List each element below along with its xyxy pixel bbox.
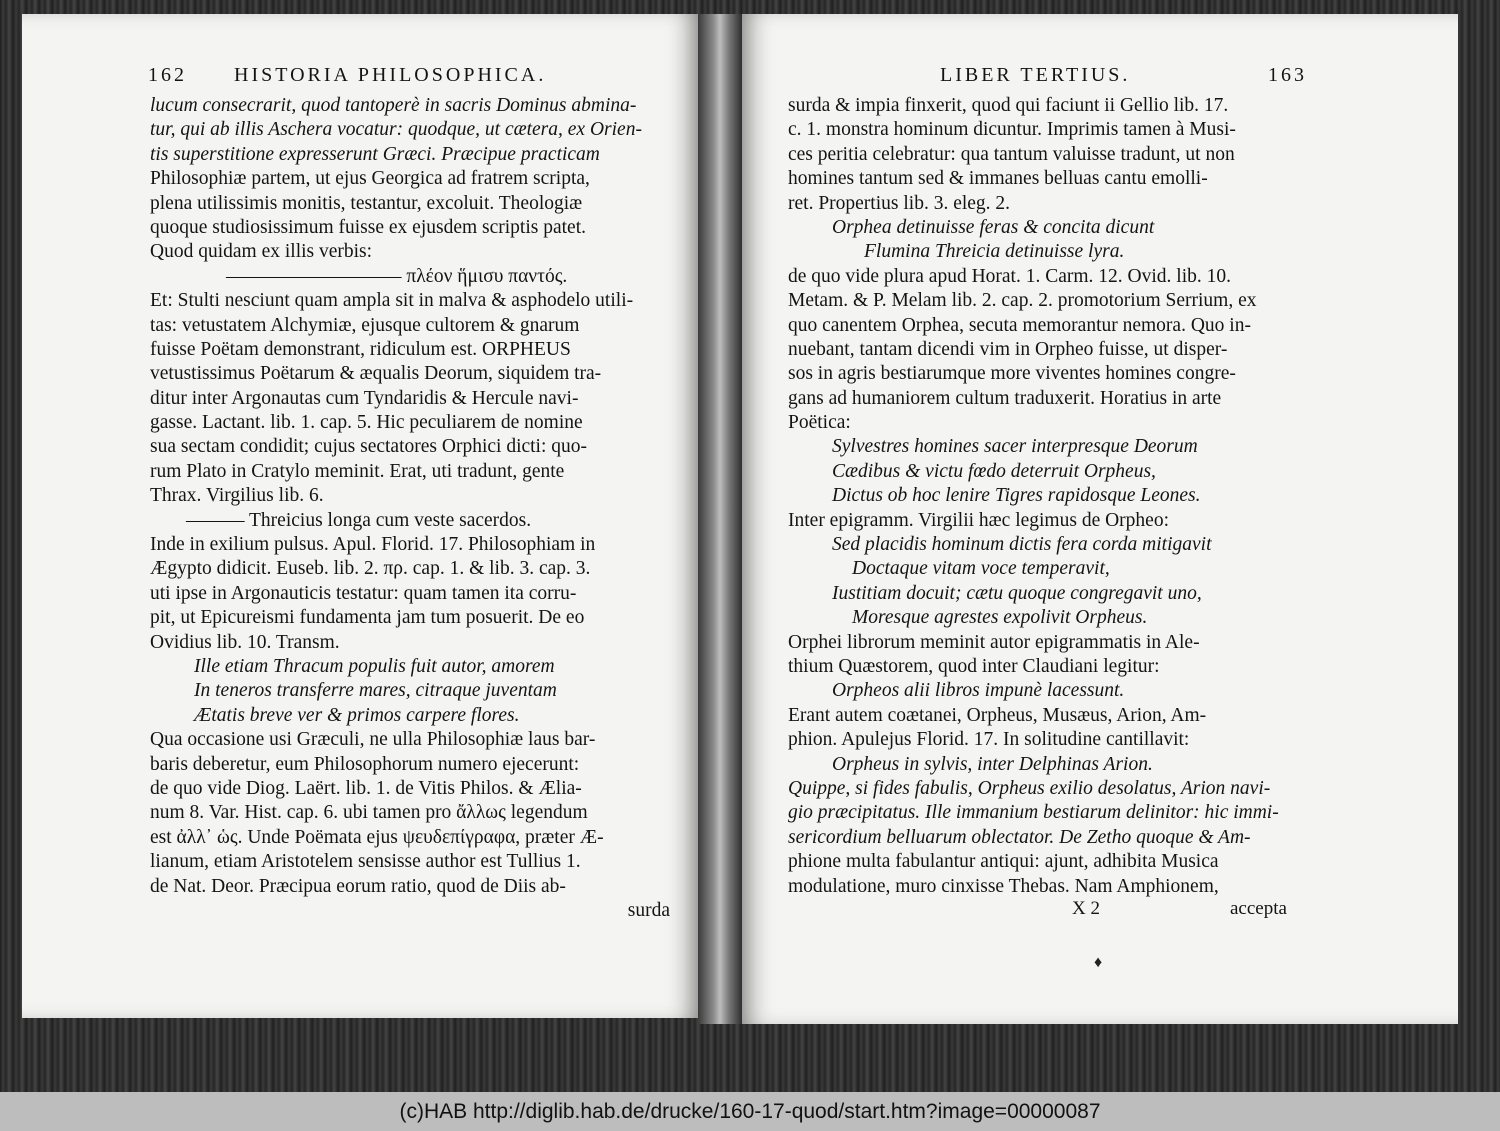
right-line: Flumina Threicia detinuisse lyra. bbox=[864, 241, 1125, 263]
left-line: baris deberetur, eum Philosophorum numero ejecerunt: bbox=[150, 753, 580, 775]
right-line: sos in agris bestiarumque more viventes homines congre- bbox=[788, 363, 1236, 385]
left-line: quoque studiosissimum fuisse ex ejusdem scriptis patet. bbox=[150, 216, 586, 238]
right-line: quo canentem Orphea, secuta memorantur nemora. Quo in- bbox=[788, 314, 1251, 336]
right-running-title: LIBER TERTIUS. bbox=[940, 64, 1131, 86]
right-line: modulatione, muro cinxisse Thebas. Nam Amphionem, bbox=[788, 875, 1219, 897]
left-line: Ætatis breve ver & primos carpere flores. bbox=[194, 704, 520, 726]
right-line: Cædibus & victu fœdo deterruit Orpheus, bbox=[832, 460, 1156, 482]
signature-mark: X 2 bbox=[1072, 898, 1100, 919]
left-line: Et: Stulti nesciunt quam ampla sit in malva & asphodelo utili- bbox=[150, 290, 634, 312]
left-line: num 8. Var. Hist. cap. 6. ubi tamen pro ἄλλως legendum bbox=[150, 802, 588, 824]
left-line: de Nat. Deor. Præcipua eorum ratio, quod de Diis ab- bbox=[150, 875, 566, 897]
left-line: tis superstitione expresserunt Græci. Præcipue practicam bbox=[150, 143, 600, 165]
right-line: ces peritia celebratur: qua tantum valuisse tradunt, ut non bbox=[788, 143, 1235, 165]
right-line: Iustitiam docuit; cætu quoque congregavit uno, bbox=[832, 582, 1202, 604]
right-line: Sylvestres homines sacer interpresque Deorum bbox=[832, 436, 1198, 458]
left-line: sua sectam condidit; cujus sectatores Orphici dicti: quo- bbox=[150, 436, 588, 458]
left-line: uti ipse in Argonauticis testatur: quam tamen ita corru- bbox=[150, 582, 577, 604]
right-line: Dictus ob hoc lenire Tigres rapidosque Leones. bbox=[832, 485, 1201, 507]
left-line: est ἀλλ᾽ ὡς. Unde Poëmata ejus ψευδεπίγραφα, præter Æ- bbox=[150, 826, 604, 848]
right-line: Orpheus in sylvis, inter Delphinas Arion. bbox=[832, 753, 1153, 775]
left-line: Qua occasione usi Græculi, ne ulla Philosophiæ laus bar- bbox=[150, 729, 596, 751]
right-line: Orpheos alii libros impunè lacessunt. bbox=[832, 680, 1125, 702]
left-line: Thrax. Virgilius lib. 6. bbox=[150, 485, 324, 507]
book-gutter bbox=[698, 14, 742, 1024]
right-line: Poëtica: bbox=[788, 412, 851, 434]
left-line: lucum consecrarit, quod tantoperè in sacris Dominus abmina- bbox=[150, 95, 637, 116]
right-line: Orphei librorum meminit autor epigrammatis in Ale- bbox=[788, 631, 1200, 653]
left-line: Quod quidam ex illis verbis: bbox=[150, 241, 373, 263]
right-line: Inter epigramm. Virgilii hæc legimus de Orpheo: bbox=[788, 509, 1169, 531]
left-line: ditur inter Argonautas cum Tyndaridis & Hercule navi- bbox=[150, 387, 579, 409]
left-page bbox=[22, 14, 698, 1018]
left-line: tas: vetustatem Alchymiæ, ejusque cultorem & gnarum bbox=[150, 314, 580, 336]
right-line: Doctaque vitam voce temperavit, bbox=[852, 558, 1110, 580]
right-line: gans ad humaniorem cultum traduxerit. Horatius in arte bbox=[788, 387, 1222, 409]
left-line: tur, qui ab illis Aschera vocatur: quodque, ut cætera, ex Orien- bbox=[150, 119, 642, 141]
left-line: Ægypto didicit. Euseb. lib. 2. πρ. cap. 1. & lib. 3. cap. 3. bbox=[150, 558, 591, 580]
left-line: gasse. Lactant. lib. 1. cap. 5. Hic peculiarem de nomine bbox=[150, 412, 583, 434]
left-line: surda bbox=[627, 899, 670, 921]
right-line: de quo vide plura apud Horat. 1. Carm. 12. Ovid. lib. 10. bbox=[788, 265, 1232, 287]
left-line: Ovidius lib. 10. Transm. bbox=[150, 631, 340, 653]
right-text-block bbox=[788, 94, 1308, 899]
left-line: Inde in exilium pulsus. Apul. Florid. 17. Philosophiam in bbox=[150, 534, 596, 556]
right-line: Quippe, si fides fabulis, Orpheus exilio desolatus, Arion navi- bbox=[788, 777, 1271, 799]
left-line: In teneros transferre mares, citraque juventam bbox=[194, 680, 557, 702]
right-line: Orphea detinuisse feras & concita dicunt bbox=[832, 216, 1155, 238]
left-text-block bbox=[150, 94, 670, 923]
right-line: ret. Propertius lib. 3. eleg. 2. bbox=[788, 192, 1011, 214]
right-line: Metam. & P. Melam lib. 2. cap. 2. promotorium Serrium, ex bbox=[788, 290, 1257, 312]
left-line: pit, ut Epicureismi fundamenta jam tum posuerit. De eo bbox=[150, 607, 585, 629]
right-line: nuebant, tantam dicendi vim in Orpheo fuisse, ut disper- bbox=[788, 338, 1228, 360]
right-line: homines tantum sed & immanes belluas cantu emolli- bbox=[788, 168, 1208, 190]
right-line: Moresque agrestes expolivit Orpheus. bbox=[852, 607, 1148, 629]
right-line: phion. Apulejus Florid. 17. In solitudine cantillavit: bbox=[788, 729, 1190, 751]
footer-credit: (c)HAB http://diglib.hab.de/drucke/160-17-quod/start.htm?image=00000087 bbox=[0, 1092, 1500, 1131]
right-line: surda & impia finxerit, quod qui faciunt ii Gellio lib. 17. bbox=[788, 95, 1229, 116]
left-page-number: 162 bbox=[148, 64, 187, 86]
left-line: de quo vide Diog. Laërt. lib. 1. de Vitis Philos. & Ælia- bbox=[150, 777, 582, 799]
right-line: sericordium belluarum oblectator. De Zetho quoque & Am- bbox=[788, 826, 1251, 848]
right-page-number: 163 bbox=[1268, 64, 1307, 86]
right-line: c. 1. monstra hominum dicuntur. Imprimis tamen à Musi- bbox=[788, 119, 1236, 141]
ink-speck: ♦ bbox=[1094, 954, 1103, 971]
right-page bbox=[742, 14, 1458, 1024]
left-line: rum Plato in Cratylo meminit. Erat, uti tradunt, gente bbox=[150, 460, 565, 482]
left-line: plena utilissimis monitis, testantur, excoluit. Theologiæ bbox=[150, 192, 583, 214]
left-line: fuisse Poëtam demonstrant, ridiculum est. ORPHEUS bbox=[150, 338, 571, 360]
right-line: gio præcipitatus. Ille immanium bestiarum delinitor: hic immi- bbox=[788, 802, 1279, 824]
left-line: ——— Threicius longa cum veste sacerdos. bbox=[186, 509, 532, 531]
right-line: Erant autem coætanei, Orpheus, Musæus, Arion, Am- bbox=[788, 704, 1207, 726]
left-line: Ille etiam Thracum populis fuit autor, amorem bbox=[194, 655, 555, 677]
catchword: accepta bbox=[1230, 898, 1287, 919]
left-line: vetustissimus Poëtarum & æqualis Deorum, siquidem tra- bbox=[150, 363, 602, 385]
right-line: Sed placidis hominum dictis fera corda mitigavit bbox=[832, 534, 1212, 556]
right-line: thium Quæstorem, quod inter Claudiani legitur: bbox=[788, 655, 1160, 677]
left-running-title: HISTORIA PHILOSOPHICA. bbox=[234, 64, 547, 86]
left-line: Philosophiæ partem, ut ejus Georgica ad fratrem scripta, bbox=[150, 168, 590, 190]
left-line: ————————— πλέον ἥμισυ παντός. bbox=[226, 265, 568, 287]
right-line: phione multa fabulantur antiqui: ajunt, adhibita Musica bbox=[788, 851, 1219, 873]
left-line: lianum, etiam Aristotelem sensisse author est Tullius 1. bbox=[150, 851, 581, 873]
